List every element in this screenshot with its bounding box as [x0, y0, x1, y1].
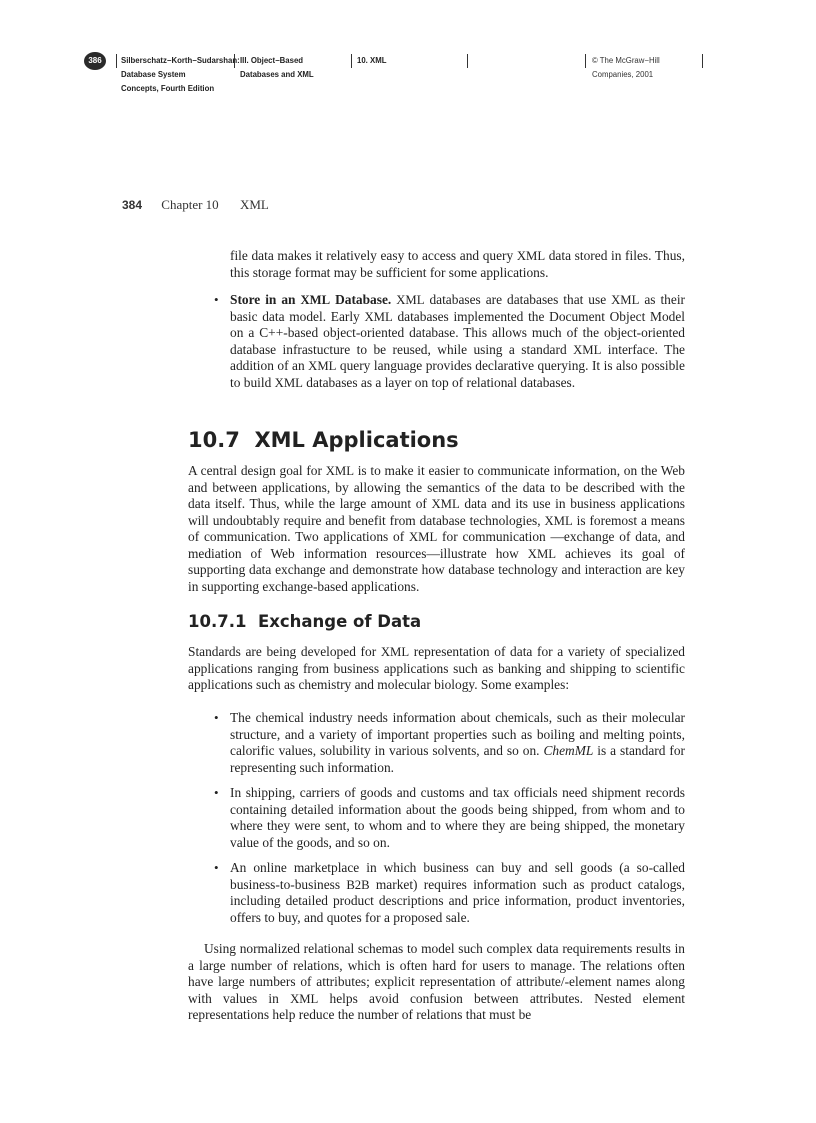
bullet-icon: • — [214, 860, 219, 875]
header-copyright — [592, 54, 702, 106]
example-chemml-text: The chemical industry needs information about chemicals, such as their molecular structure, and a variety of important properties such as boiling and melting points, calorific values, solubility in various solvents, and so on. ChemML is a standard for representing such information. — [230, 710, 685, 775]
header-divider — [234, 54, 235, 68]
header-part-info — [240, 54, 350, 106]
example-list — [214, 710, 685, 926]
section-title: XML Applications — [254, 428, 459, 452]
header-divider — [702, 54, 703, 68]
list-item — [214, 860, 685, 926]
header-authors: Silberschatz−Korth−Sudarshan: — [121, 56, 240, 65]
subsection-paragraph-text: Standards are being developed for XML representation of data for a variety of specialized applications ranging from business applications such as banking and shipping to scientific applications such as chemistry and molecular biology. Some examples: — [188, 644, 685, 692]
bullet-icon: • — [214, 292, 219, 307]
header-part-line2: Databases and XML — [240, 70, 314, 79]
page-number: 384 — [122, 198, 143, 212]
header-copyright-line1: © The McGraw−Hill — [592, 56, 660, 65]
section-heading — [188, 428, 459, 452]
section-paragraph — [188, 463, 685, 595]
header-book-info — [121, 54, 240, 106]
running-head — [122, 197, 269, 213]
list-item — [214, 785, 685, 851]
example-b2b-text: An online marketplace in which business can buy and sell goods (a so-called business-to-business B2B market) requires information such as product catalogs, including detailed product descriptions and price information, product inventories, offers to buy, and quotes for a proposed sale. — [230, 860, 685, 925]
store-bullet-text: Store in an XML Database. XML databases are databases that use XML as their basic data model. Early XML databases implemented the Document Object Model on a C++-based object-oriented database. This allows much of the object-oriented database infrastucture to be reused, while using a standard XML interface. The addition of an XML query language provides declarative querying. It is also possible to build XML databases as a layer on top of relational databases. — [230, 292, 685, 390]
closing-paragraph — [188, 941, 685, 1024]
chapter-label: Chapter 10 — [161, 197, 219, 212]
section-number: 10.7 — [188, 428, 240, 452]
header-divider — [585, 54, 586, 68]
header-book-line1: Database System — [121, 70, 186, 79]
subsection-paragraph — [188, 644, 685, 694]
closing-paragraph-text: Using normalized relational schemas to model such complex data requirements results in a large number of relations, which is often hard for users to manage. The relations often have large numbers of attributes; explicit representation of attribute/-element names along with values in XML helps avoid confusion between attributes. Nested element representations help reduce the number of relations that must be — [188, 941, 685, 1022]
header-divider — [467, 54, 468, 68]
subsection-number: 10.7.1 — [188, 612, 247, 631]
subsection-heading — [188, 612, 421, 631]
header-divider — [116, 54, 117, 68]
header-chapter-label: 10. XML — [357, 56, 387, 65]
store-bullet — [214, 292, 685, 391]
header-part-line1: III. Object−Based — [240, 56, 304, 65]
bullet-icon: • — [214, 785, 219, 800]
example-shipping-text: In shipping, carriers of goods and customs and tax officials need shipment records containing detailed information about the goods being shipped, from whom and to where they were sent, to whom and to where they are being shipped, the monetary value of the goods, and so on. — [230, 785, 685, 850]
page-badge: 386 — [84, 52, 106, 70]
header-copyright-line2: Companies, 2001 — [592, 70, 654, 79]
subsection-title: Exchange of Data — [257, 612, 422, 631]
chapter-title: XML — [239, 197, 269, 212]
bullet-icon: • — [214, 710, 219, 725]
list-item — [214, 710, 685, 776]
header-divider — [351, 54, 352, 68]
section-paragraph-text: A central design goal for XML is to make it easier to communicate information, on the Web and between applications, by allowing the semantics of the data to be described with the data itself. Thus, while the large amount of XML data and its use in business applications will undoubtably require and benefit from database technologies, XML is foremost a means of communication. Two applications of XML for communication —exchange of data, and mediation of Web information resources—illustrate how XML achieves its goal of supporting data exchange and demonstrate how database technology and interaction are key in supporting exchange-based applications. — [188, 463, 685, 594]
header-chapter — [357, 54, 457, 106]
header-book-line2: Concepts, Fourth Edition — [121, 84, 215, 93]
continued-paragraph — [230, 248, 685, 281]
continued-paragraph-text: file data makes it relatively easy to access and query XML data stored in files. Thus, this storage format may be sufficient for some applications. — [230, 248, 685, 280]
